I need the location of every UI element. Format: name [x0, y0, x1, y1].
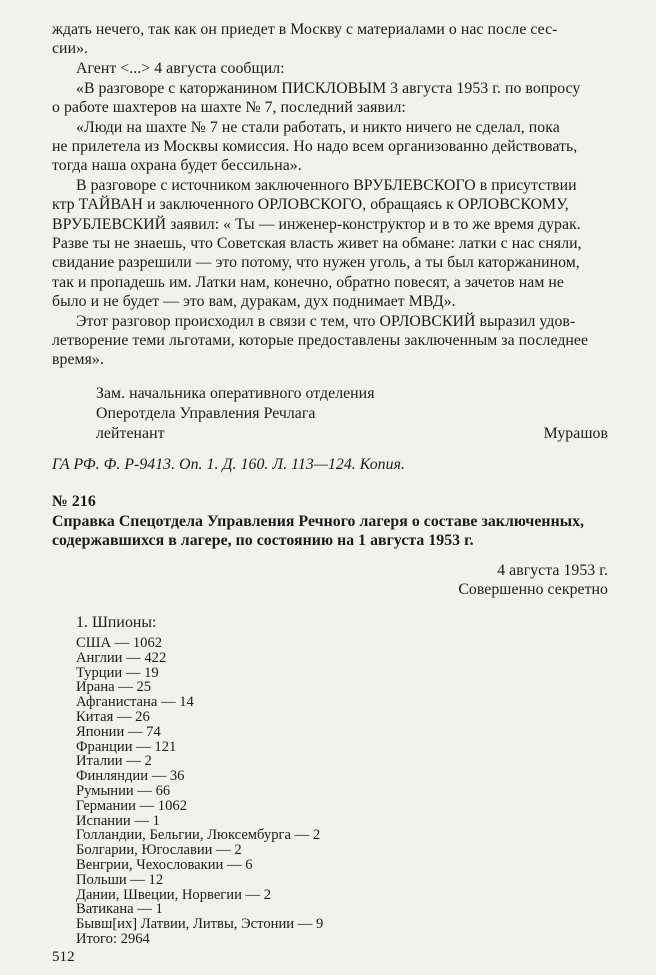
body-line: ВРУБЛЕВСКИЙ заявил: « Ты — инженер-конструктор и в то же время дурак.: [52, 216, 581, 233]
list-item: Дании, Швеции, Норвегии — 2: [76, 886, 272, 903]
list-item: Испании — 1: [76, 812, 160, 829]
list-item: Бывш[их] Латвии, Литвы, Эстонии — 9: [76, 916, 324, 933]
list-item: Румынии — 66: [76, 782, 171, 799]
document-date: 4 августа 1953 г.: [497, 562, 608, 579]
classification-stamp: Совершенно секретно: [458, 581, 608, 598]
body-line: Агент <...> 4 августа сообщил:: [76, 60, 285, 77]
list-item: Ватикана — 1: [76, 901, 163, 918]
list-item: Венгрии, Чехословакии — 6: [76, 856, 253, 873]
list-item: Афганистана — 14: [76, 694, 194, 711]
body-line: «Люди на шахте № 7 не стали работать, и никто ничего не сделал, пока: [76, 119, 560, 136]
list-item: Ирана — 25: [76, 679, 152, 696]
body-line: Разве ты не знаешь, что Советская власть живет на обмане: латки с нас сняли,: [52, 235, 582, 252]
list-item: Японии — 74: [76, 723, 161, 740]
body-line: сии».: [52, 40, 89, 57]
list-item: Польши — 12: [76, 871, 164, 888]
signature-position: Зам. начальника оперативного отделения: [96, 385, 375, 402]
signature-name: Мурашов: [543, 425, 608, 442]
body-line: о работе шахтеров на шахте № 7, последний заявил:: [52, 99, 406, 116]
body-line: не прилетела из Москвы комиссия. Но надо всем организованно действовать,: [52, 138, 578, 155]
signature-rank: лейтенант: [96, 425, 165, 442]
body-line: В разговоре с источником заключенного ВРУБЛЕВСКОГО в присутствии: [76, 177, 577, 194]
list-item: Турции — 19: [76, 664, 159, 681]
archive-reference: ГА РФ. Ф. Р-9413. Оп. 1. Д. 160. Л. 113—124. Копия.: [52, 456, 405, 473]
body-line: Этот разговор происходил в связи с тем, что ОРЛОВСКИЙ выразил удов-: [76, 313, 576, 330]
body-line: свидание разрешили — это потому, что нужен уголь, а ты был каторжанином,: [52, 254, 580, 271]
page-number: 512: [52, 949, 75, 965]
list-item: Болгарии, Югославии — 2: [76, 842, 242, 859]
list-item: Голландии, Бельгии, Люксембурга — 2: [76, 827, 321, 844]
body-line: тогда наша охрана будет бессильна».: [52, 157, 302, 174]
document-number: № 216: [52, 493, 96, 510]
list-item: Франции — 121: [76, 738, 177, 755]
list-item: Итого: 2964: [76, 930, 150, 947]
document-title: Справка Спецотдела Управления Речного лагеря о составе заключенных,: [52, 513, 585, 530]
body-line: так и пропадешь им. Латки нам, конечно, обратно повесят, а зачетов нам не: [52, 274, 564, 291]
body-line: летворение теми льготами, которые предоставлены заключенным за последнее: [52, 332, 589, 349]
list-item: Финляндии — 36: [76, 768, 185, 785]
body-line: было и не будет — это вам, дуракам, дух поднимает МВД».: [52, 293, 456, 310]
body-line: «В разговоре с каторжанином ПИСКЛОВЫМ 3 августа 1953 г. по вопросу: [76, 80, 581, 97]
list-heading: 1. Шпионы:: [76, 614, 157, 631]
list-item: США — 1062: [76, 635, 163, 651]
list-item: Англии — 422: [76, 649, 167, 666]
spy-list: [76, 636, 596, 947]
list-item: Германии — 1062: [76, 797, 187, 814]
document-title: содержавшихся в лагере, по состоянию на 1 августа 1953 г.: [52, 532, 474, 549]
body-line: ктр ТАЙВАН и заключенного ОРЛОВСКОГО, обращаясь к ОРЛОВСКОМУ,: [52, 196, 569, 213]
body-line: время».: [52, 351, 104, 368]
list-item: Италии — 2: [76, 753, 152, 770]
body-line: ждать нечего, так как он приедет в Москву с материалами о нас после сес-: [52, 21, 558, 38]
list-item: Китая — 26: [76, 708, 150, 725]
signature-department: Оперотдела Управления Речлага: [96, 405, 316, 422]
